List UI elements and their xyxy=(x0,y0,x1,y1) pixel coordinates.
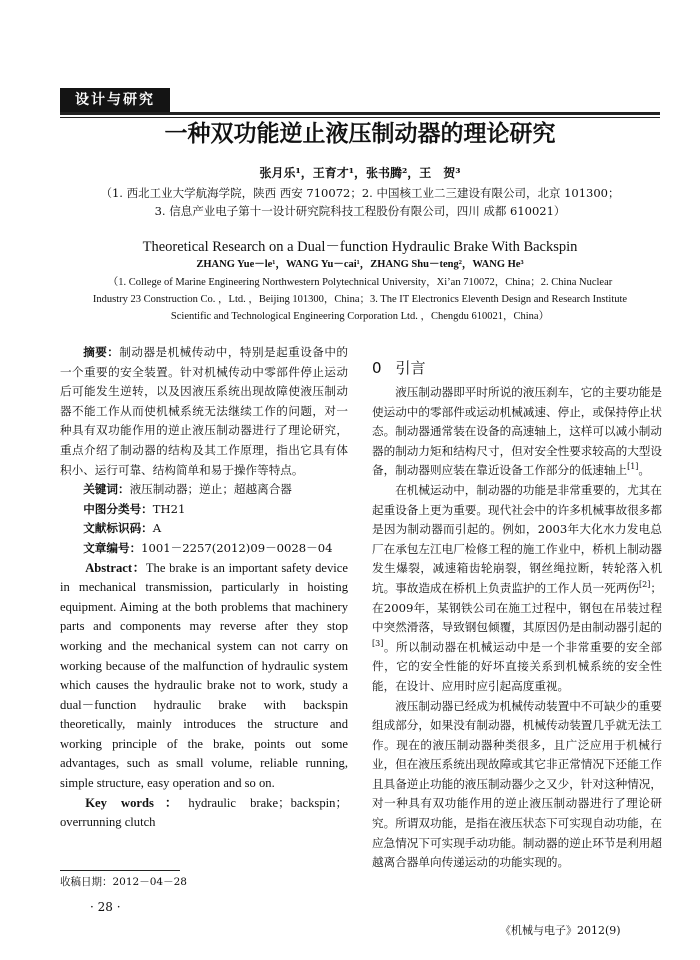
abstract-cn xyxy=(60,343,348,480)
document-code-value: A xyxy=(152,521,162,536)
paper-title-en: Theoretical Research on a Dual－function Hydraulic Brake With Backspin xyxy=(142,239,578,255)
page-number: · 28 · xyxy=(90,900,121,914)
received-date: 收稿日期：2012－04－28 xyxy=(60,876,187,888)
authors-cn: 张月乐¹，王育才¹，张书腾²，王 贺³ xyxy=(259,166,461,180)
clc-label: 中图分类号： xyxy=(83,501,153,516)
affiliation-en-line3: Scientific and Technological Engineering Corporation Ltd. ，Chengdu 610021，China） xyxy=(170,311,550,322)
document-code xyxy=(60,519,348,539)
abstract-column xyxy=(60,343,348,833)
footnote-rule xyxy=(60,870,180,871)
keywords-en-label: Key words： xyxy=(85,795,189,810)
intro-p1-end: 。 xyxy=(638,463,651,478)
authors-en: ZHANG Yue－le¹，WANG Yu－cai¹，ZHANG Shu－teng²，WANG He³ xyxy=(196,259,524,270)
clc-number xyxy=(60,500,348,520)
abstract-label: 摘要： xyxy=(83,345,120,359)
section-number: 0 xyxy=(372,359,382,377)
affiliation-en xyxy=(60,274,660,325)
intro-paragraph-1 xyxy=(372,383,662,481)
intro-p2-text-c: 。所以制动器在机械运动中是一个非常重要的安全部件，它的安全性能的好坏直接关系到机械系统的安全性能，在设计、应用时应引起高度重视。 xyxy=(372,639,662,693)
header-rule xyxy=(60,112,660,115)
clc-value: TH21 xyxy=(152,501,186,516)
citation-3: [3] xyxy=(372,638,384,648)
abstract-text: 制动器是机械传动中，特别是起重设备中的一个重要的安全装置。针对机械传动中零部件停止运动后可能发生逆转，以及因液压系统出现故障使液压制动器不能工作从而使机械系统无法继续工作的问题，对一种具有双功能作用的逆止液压制动器进行了理论研究，重点介绍了制动器的结构及其工作原理，指出它具有体积小、运行可靠、结构简单和易于操作等特点。 xyxy=(60,345,348,477)
keywords-text: 液压制动器；逆止；超越离合器 xyxy=(129,482,292,497)
affiliation-en-line2: Industry 23 Construction Co. ，Ltd. ，Beijing 101300，China；3. The IT Electronics Eleventh Design and Research Institute xyxy=(92,294,628,305)
keywords-en-text: hydraulic brake；backspin；overrunning clutch xyxy=(60,795,348,830)
journal-footer: 《机械与电子》2012(9) xyxy=(500,924,621,937)
intro-paragraph-2 xyxy=(372,481,662,697)
intro-paragraph-3: 液压制动器已经成为机械传动装置中不可缺少的重要组成部分，如果没有制动器，机械传动装置几乎就无法工作。现在的液压制动器种类很多，且广泛应用于机械行业，但在液压系统出现故障或其它非正常情况下还能工作且具备逆止功能的液压制动器少之又少，针对这种情况，对一种具有双功能作用的逆止液压制动器进行了理论研究。所谓双功能，是指在液压状态下可实现自动功能，在应急情况下可实现手动功能。制动器的逆止环节是利用超越离合器单向传递运动的功能实现的。 xyxy=(372,698,662,870)
abstract-en-text: The brake is an important safety device in mechanical transmission, particularly in hoisting equipment. Aiming at the both problems that machinery parts and components may reverse after they stop working and the mechanical system can not carry on working because of the malfunction of hydraulic system which causes the hydraulic brake not to work, study a dual－function hydraulic brake with backspin theoretically, mainly introduces the structure and working principle of the brake, points out some advantages, such as small volume, reliable running, simple structure, easy operation and so on. xyxy=(60,560,348,791)
citation-1: [1] xyxy=(627,462,639,472)
intro-p1-text: 液压制动器即平时所说的液压刹车，它的主要功能是使运动中的零部件或运动机械减速、停止，或保持停止状态。制动器通常装在设备的高速轴上，这样可以减小制动器的制动力矩和结构尺寸，但对安全性要求较高的大型设备，制动器则应装在靠近设备工作部分的低速轴上 xyxy=(372,385,662,478)
document-code-label: 文献标识码： xyxy=(83,521,153,536)
article-number-value: 1001－2257(2012)09－0028－04 xyxy=(141,540,333,555)
abstract-en xyxy=(60,559,348,794)
abstract-en-label: Abstract： xyxy=(85,560,146,575)
affiliation-en-line1: （1. College of Marine Engineering Northwestern Polytechnical University，Xi’an 710072，China；2. China Nuclear xyxy=(107,277,613,288)
article-number xyxy=(60,539,348,559)
intro-p2-text-a: 在机械运动中，制动器的功能是非常重要的，尤其在起重设备上更为重要。现代社会中的许多机械事故很多都是因为制动器而引起的。例如，2003年大化水力发电总厂在承包左江电厂检修工程的施工作业中，桥机上制动器发生爆裂，减速箱齿轮崩裂，钢丝绳拉断，转轮落入机坑。事故造成在桥机上负责监护的工作人员一死两伤 xyxy=(372,482,662,595)
affiliation-cn-line1: （1. 西北工业大学航海学院，陕西 西安 710072；2. 中国核工业二三建设有限公司，北京 101300； xyxy=(100,186,620,200)
affiliation-cn-line2: 3. 信息产业电子第十一设计研究院科技工程股份有限公司，四川 成都 610021） xyxy=(154,204,566,218)
section-title: 引言 xyxy=(395,359,426,377)
article-number-label: 文章编号： xyxy=(83,540,142,555)
section-heading xyxy=(372,355,662,381)
citation-2: [2] xyxy=(639,580,651,590)
keywords-label: 关键词： xyxy=(83,482,130,497)
keywords-en xyxy=(60,794,348,833)
intro-p2-text-b: ；在2009年，某钢铁公司在施工过程中，钢包在吊装过程中突然滑落，导致钢包倾覆，其原因仍是由制动器引起的 xyxy=(372,580,662,635)
keywords-cn xyxy=(60,480,348,500)
section-label: 设计与研究 xyxy=(60,88,170,112)
paper-title-cn: 一种双功能逆止液压制动器的理论研究 xyxy=(164,121,556,147)
introduction-column xyxy=(372,355,662,873)
